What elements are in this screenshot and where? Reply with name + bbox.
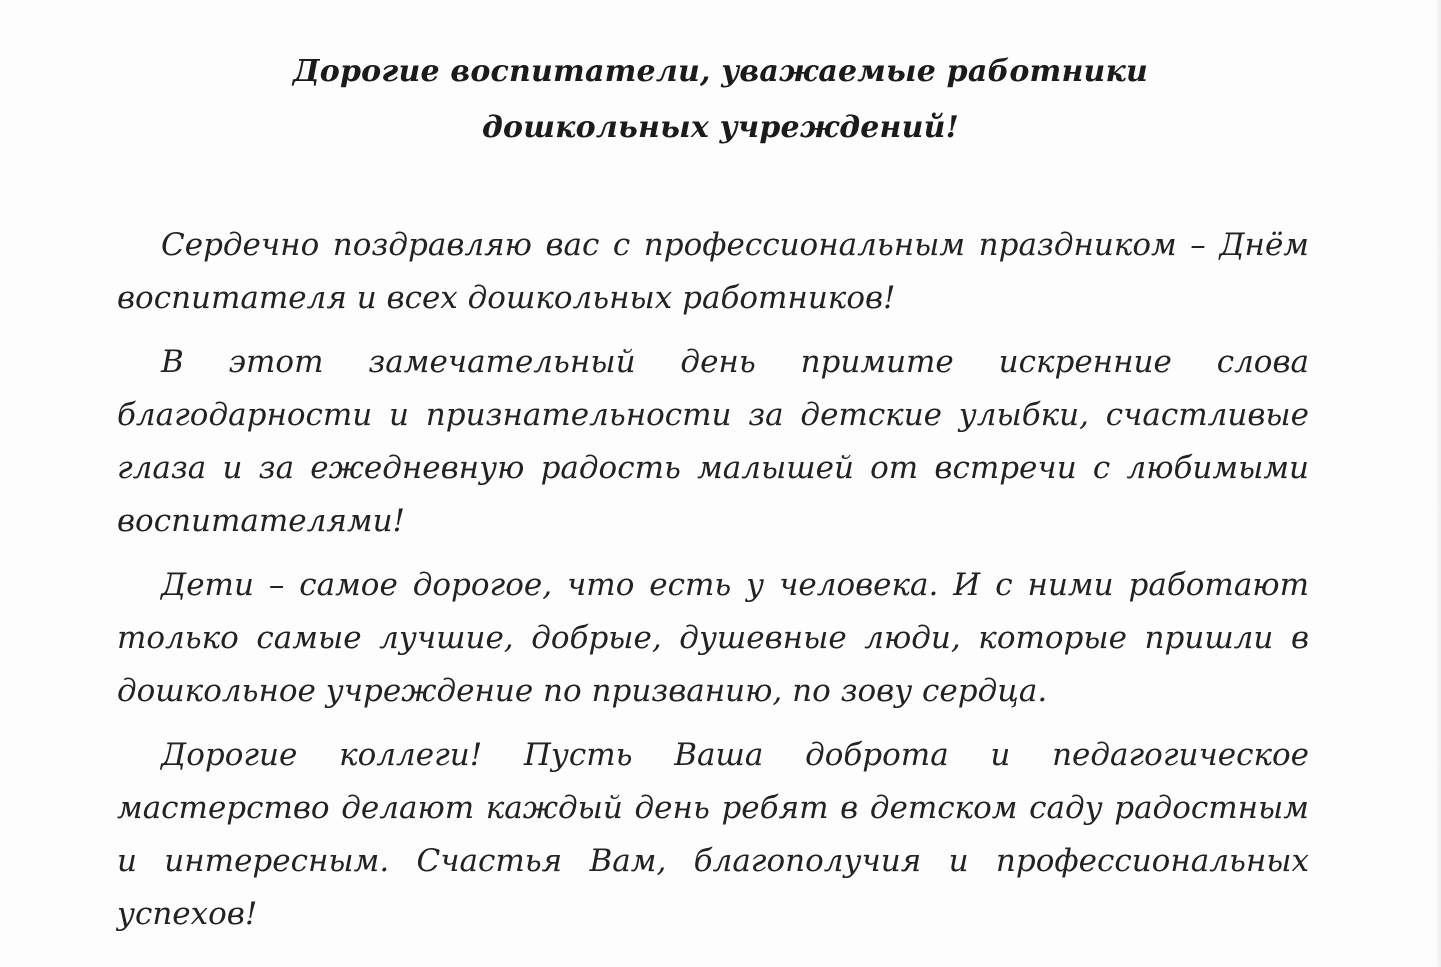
paragraph-greeting: Сердечно поздравляю вас с профессиональным праздником – Днём воспитателя и всех дошкольных работников! xyxy=(117,227,1309,316)
heading-line-1: Дорогие воспитатели, уважаемые работники xyxy=(292,54,1149,89)
heading-line-2: дошкольных учреждений! xyxy=(481,110,960,145)
paragraph-wishes: Дорогие коллеги! Пусть Ваша доброта и педагогическое мастерство делают каждый день ребят в детском саду радостным и интересным. Счастья Вам, благополучия и профессиональных успехов! xyxy=(117,737,1309,932)
paragraph-children: Дети – самое дорогое, что есть у человека. И с ними работают только самые лучшие, добрые, душевные люди, которые пришли в дошкольное учреждение по призванию, по зову сердца. xyxy=(117,567,1309,709)
letter-heading xyxy=(0,44,1441,156)
paragraph-gratitude: В этот замечательный день примите искренние слова благодарности и признательности за детские улыбки, счастливые глаза и за ежедневную радость малышей от встречи с любимыми воспитателями! xyxy=(117,344,1309,539)
scan-edge-shadow xyxy=(1435,0,1441,967)
letter-body xyxy=(117,219,1309,952)
